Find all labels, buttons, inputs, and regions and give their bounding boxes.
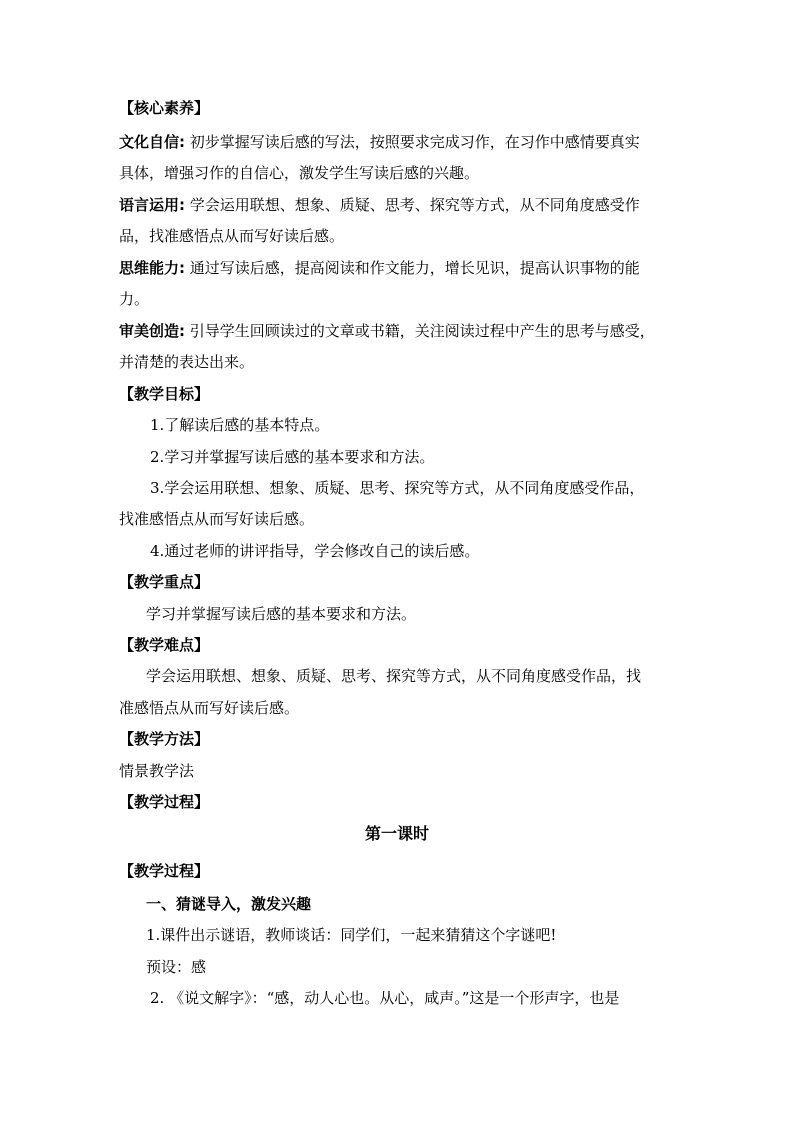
- language-use-line: [119, 195, 679, 215]
- process-heading-top: 【教学过程】: [119, 793, 210, 811]
- cultural-confidence-line: [119, 132, 679, 152]
- language-use-label: 语言运用:: [119, 196, 185, 214]
- language-use-line-2: 品，找准感悟点从而写好读后感。: [119, 227, 345, 245]
- methods-heading: 【教学方法】: [119, 730, 210, 748]
- thinking-ability-text: 通过写读后感，提高阅读和作文能力，增长见识，提高认识事物的能: [185, 259, 640, 277]
- core-literacy-heading: 【核心素养】: [119, 99, 210, 117]
- aesthetic-creation-label: 审美创造:: [119, 322, 185, 340]
- objective-item-3: 3.学会运用联想、想象、质疑、思考、探究等方式，从不同角度感受作品，: [150, 479, 645, 497]
- cultural-confidence-label: 文化自信:: [119, 133, 185, 151]
- lesson-title: 第一课时: [364, 824, 429, 843]
- process-preset: 预设：感: [146, 958, 207, 976]
- methods-text: 情景教学法: [119, 762, 195, 780]
- aesthetic-creation-line-2: 并清楚的表达出来。: [119, 353, 255, 371]
- objective-item-2: 2.学习并掌握写读后感的基本要求和方法。: [150, 448, 435, 466]
- difficulties-text-cont: 准感悟点从而写好读后感。: [119, 699, 300, 717]
- difficulties-heading: 【教学难点】: [119, 636, 210, 654]
- thinking-ability-line-2: 力。: [119, 290, 150, 308]
- process-step-2: 2. 《说文解字》：“感，动人心也。从心，咸声。”这是一个形声字，也是: [150, 989, 620, 1007]
- process-section-1: 一、猜谜导入，激发兴趣: [146, 895, 312, 913]
- process-heading: 【教学过程】: [119, 862, 210, 880]
- aesthetic-creation-text: 引导学生回顾读过的文章或书籍，关注阅读过程中产生的思考与感受，: [185, 322, 655, 340]
- objective-item-3-cont: 找准感悟点从而写好读后感。: [119, 510, 315, 528]
- thinking-ability-line: [119, 258, 679, 278]
- key-points-heading: 【教学重点】: [119, 573, 210, 591]
- cultural-confidence-line-2: 具体，增强习作的自信心，激发学生写读后感的兴趣。: [119, 164, 480, 182]
- aesthetic-creation-line: [119, 321, 679, 341]
- process-step-1: 1.课件出示谜语，教师谈话：同学们，一起来猜猜这个字谜吧!: [146, 926, 557, 944]
- cultural-confidence-text: 初步掌握写读后感的写法，按照要求完成习作，在习作中感情要真实: [185, 133, 640, 151]
- difficulties-text: 学会运用联想、想象、质疑、思考、探究等方式，从不同角度感受作品，找: [146, 667, 642, 685]
- language-use-text: 学会运用联想、想象、质疑、思考、探究等方式，从不同角度感受作: [185, 196, 640, 214]
- objectives-heading: 【教学目标】: [119, 385, 210, 403]
- thinking-ability-label: 思维能力:: [119, 259, 185, 277]
- objective-item-1: 1.了解读后感的基本特点。: [150, 416, 330, 434]
- key-points-text: 学习并掌握写读后感的基本要求和方法。: [146, 605, 417, 623]
- objective-item-4: 4.通过老师的讲评指导，学会修改自己的读后感。: [150, 542, 480, 560]
